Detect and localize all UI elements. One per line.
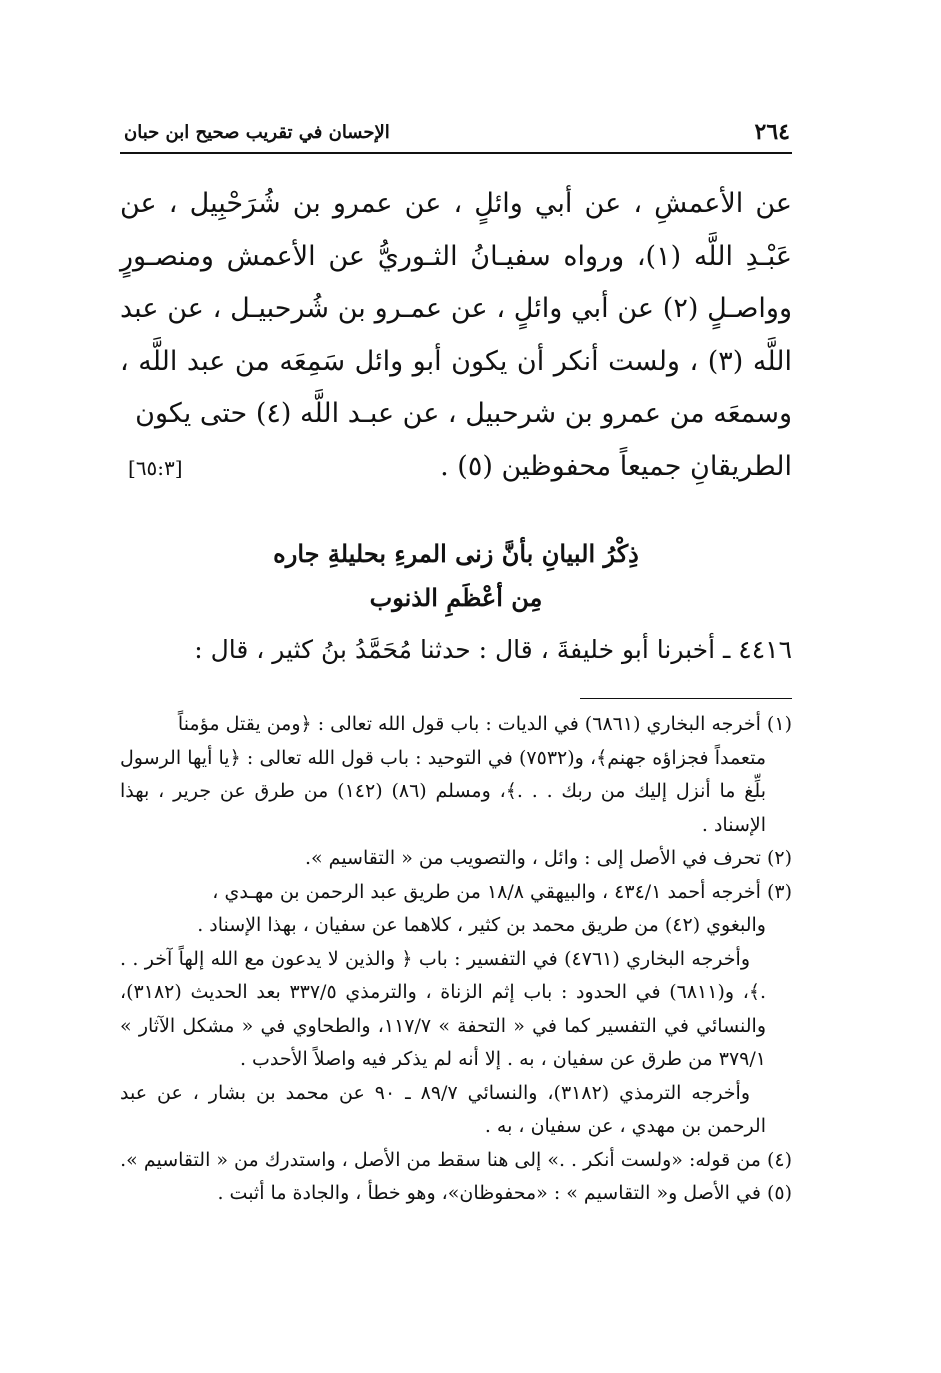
book-page [120, 0, 792, 1373]
chapter-heading-line-2: مِن أعْظَمِ الذنوب [369, 583, 543, 612]
hadith-intro: ٤٤١٦ ـ أخبرنا أبو خليفةَ ، قال : حدثنا مُحَمَّدُ بنُ كثير ، قال : [194, 635, 792, 664]
footnote-2: (٢) تحرف في الأصل إلى : وائل ، والتصويب من « التقاسيم ». [304, 847, 792, 869]
footnote-3-paragraph-3 [120, 1077, 792, 1144]
footnote-1-continuation: متعمداً فجزاؤه جهنم﴾، و(٧٥٣٢) في التوحيد : باب قول الله تعالى : ﴿يا أيها الرسول بلِّغ ما أنزل إليك من ربك . . .﴾، ومسلم (٨٦) (١٤٢) من طرق عن جرير ، بهذا الإسناد . [120, 746, 767, 836]
footnote-3-paragraph-3-text: وأخرجه الترمذي (٣١٨٢)، والنسائي ٨٩/٧ ـ ٩٠ عن محمد بن بشار ، عن عبد الرحمن بن مهدي ، عن سفيان ، به . [120, 1081, 766, 1137]
main-last-line-text: الطريقانِ جميعاً محفوظين (٥) . [440, 450, 792, 482]
footnote-3-first-line: (٣) أخرجه أحمد ٤٣٤/١ ، والبيهقي ١٨/٨ من طريق عبد الرحمن بن مهـدي ، [212, 880, 792, 903]
footnote-4: (٤) من قوله: «ولست أنكر . .» إلى هنا سقط من الأصل ، واستدرك من « التقاسيم ». [120, 1148, 792, 1171]
page-number: ٢٦٤ [754, 119, 790, 145]
footnotes [120, 708, 792, 1211]
footnote-divider [580, 698, 792, 699]
footnote-3-paragraph-2-text: وأخرجه البخاري (٤٧٦١) في التفسير : باب ﴿ والذين لا يدعون مع الله إلهاً آخر . . .﴾، و(٦٨١١) في الحدود : باب إثم الزناة ، والترمذي ٣٣٧/٥ بعد الحديث (٣١٨٢)، والنسائي في التفسير كما في « التحفة » ١١٧/٧، والطحاوي في « مشكل الآثار » ٣٧٩/١ من طرق عن سفيان ، به . إلا أنه لم يذكر فيه واصلاً الأحدب . [120, 947, 767, 1070]
footnote-5: (٥) في الأصل و« التقاسيم » : «محفوظان»، وهو خطأ ، والجادة ما أثبت . [217, 1182, 792, 1204]
running-header [120, 112, 792, 154]
book-title: الإحسان في تقريب صحيح ابن حبان [124, 121, 390, 143]
volume-reference: [٦٥:٣] [128, 455, 183, 480]
chapter-heading-line-1: ذِكْرُ البيانِ بأنَّ زنى المرءِ بحليلةِ جاره [273, 539, 639, 568]
footnote-3-paragraph-2 [120, 943, 792, 1077]
chapter-heading [120, 532, 792, 620]
footnote-3-continuation: والبغوي (٤٢) من طريق محمد بن كثير ، كلاهما عن سفيان ، بهذا الإسناد . [197, 914, 766, 936]
main-paragraph: عن الأعمشِ ، عن أبي وائلٍ ، عن عمرو بن شُرَحْبِيل ، عن عَبْـدِ اللَّه (١)، ورواه سفيـانُ الثـوريُّ عن الأعمش ومنصـورٍ وواصـلٍ (٢) عن أبي وائلٍ ، عن عمـرو بن شُرحبيـل ، عن عبد اللَّه (٣) ، ولست أنكر أن يكون أبو وائل سَمِعَه من عبد اللَّه ، وسمعَه من عمرو بن شرحبيل ، عن عبـد اللَّه (٤) حتى يكون [120, 188, 793, 429]
main-text [120, 178, 792, 494]
footnote-1-first-line: (١) أخرجه البخاري (٦٨٦١) في الديات : باب قول الله تعالى : ﴿ومن يقتل مؤمناً [177, 713, 792, 735]
main-last-line [120, 441, 792, 495]
